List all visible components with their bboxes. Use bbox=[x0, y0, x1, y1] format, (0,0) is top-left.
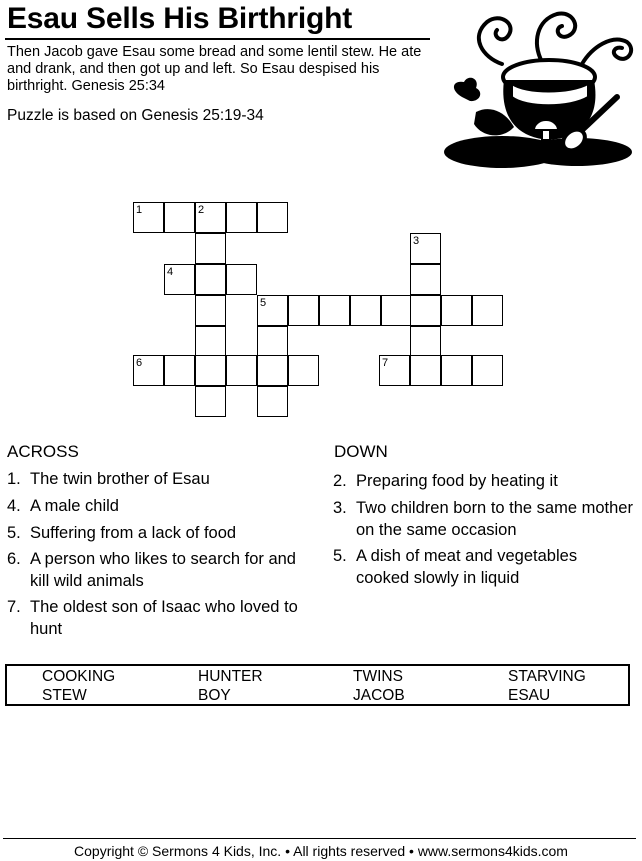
clue-number: 3 bbox=[413, 235, 420, 247]
word-bank-item: ESAU bbox=[508, 687, 551, 704]
crossword-cell[interactable] bbox=[350, 295, 381, 326]
clue-number: 5 bbox=[260, 297, 267, 309]
clue-number: 7 bbox=[382, 357, 389, 369]
crossword-cell[interactable] bbox=[257, 386, 288, 417]
puzzle-basis: Puzzle is based on Genesis 25:19-34 bbox=[7, 107, 264, 124]
down-clue: 3. Two children born to the same mother on the same occasion bbox=[333, 499, 633, 539]
crossword-cell[interactable] bbox=[410, 264, 441, 295]
crossword-cell[interactable] bbox=[226, 202, 257, 233]
crossword-cell[interactable] bbox=[133, 355, 164, 386]
crossword-cell[interactable] bbox=[472, 355, 503, 386]
title-underline bbox=[5, 38, 430, 40]
crossword-cell[interactable] bbox=[195, 386, 226, 417]
across-clue: 5. Suffering from a lack of food bbox=[7, 524, 237, 542]
across-clue: 6. A person who likes to search for and kill wild animals bbox=[7, 550, 296, 590]
crossword-cell[interactable] bbox=[441, 355, 472, 386]
crossword-cell[interactable] bbox=[164, 355, 195, 386]
crossword-cell[interactable] bbox=[195, 264, 226, 295]
crossword-cell[interactable] bbox=[164, 202, 195, 233]
crossword-cell[interactable] bbox=[410, 355, 441, 386]
crossword-cell[interactable] bbox=[195, 202, 226, 233]
crossword-cell[interactable] bbox=[472, 295, 503, 326]
crossword-cell[interactable] bbox=[257, 355, 288, 386]
crossword-cell[interactable] bbox=[195, 326, 226, 357]
crossword-cell[interactable] bbox=[379, 355, 410, 386]
word-bank-item: HUNTER bbox=[198, 668, 263, 685]
across-clue: 7. The oldest son of Isaac who loved to hunt bbox=[7, 598, 298, 638]
word-bank-item: COOKING bbox=[42, 668, 116, 685]
crossword-cell[interactable] bbox=[288, 355, 319, 386]
crossword-cell[interactable] bbox=[226, 264, 257, 295]
across-clue: 1. The twin brother of Esau bbox=[7, 470, 210, 488]
crossword-cell[interactable] bbox=[164, 264, 195, 295]
crossword-cell[interactable] bbox=[441, 295, 472, 326]
crossword-cell[interactable] bbox=[288, 295, 319, 326]
down-heading: DOWN bbox=[334, 442, 388, 461]
crossword-cell[interactable] bbox=[257, 295, 288, 326]
footer-divider bbox=[3, 838, 636, 839]
crossword-cell[interactable] bbox=[226, 355, 257, 386]
crossword-cell[interactable] bbox=[195, 295, 226, 326]
word-bank bbox=[5, 664, 630, 706]
crossword-cell[interactable] bbox=[410, 233, 441, 264]
crossword-cell[interactable] bbox=[257, 326, 288, 357]
crossword-cell[interactable] bbox=[410, 326, 441, 357]
clue-number: 2 bbox=[198, 204, 205, 216]
copyright-footer: Copyright © Sermons 4 Kids, Inc. • All rights reserved • www.sermons4kids.com bbox=[74, 843, 568, 859]
word-bank-item: TWINS bbox=[353, 668, 403, 685]
word-bank-item: BOY bbox=[198, 687, 231, 704]
clue-number: 4 bbox=[167, 266, 174, 278]
across-heading: ACROSS bbox=[7, 442, 79, 461]
crossword-cell[interactable] bbox=[133, 202, 164, 233]
scripture-intro: Then Jacob gave Esau some bread and some lentil stew. He ate and drank, and then got up and left. So Esau despised his birthright. Genesis 25:34 bbox=[7, 44, 422, 94]
word-bank-item: JACOB bbox=[353, 687, 405, 704]
crossword-cell[interactable] bbox=[195, 233, 226, 264]
crossword-cell[interactable] bbox=[257, 202, 288, 233]
steaming-stew-pot-icon bbox=[442, 2, 637, 172]
clue-number: 6 bbox=[136, 357, 143, 369]
word-bank-item: STARVING bbox=[508, 668, 586, 685]
page-title: Esau Sells His Birthright bbox=[7, 2, 353, 35]
clue-number: 1 bbox=[136, 204, 143, 216]
word-bank-item: STEW bbox=[42, 687, 87, 704]
across-clue: 4. A male child bbox=[7, 497, 119, 515]
crossword-cell[interactable] bbox=[319, 295, 350, 326]
crossword-cell[interactable] bbox=[410, 295, 441, 326]
down-clue: 5. A dish of meat and vegetables cooked slowly in liquid bbox=[333, 547, 578, 587]
down-clue: 2. Preparing food by heating it bbox=[333, 472, 558, 490]
crossword-cell[interactable] bbox=[381, 295, 412, 326]
crossword-cell[interactable] bbox=[195, 355, 226, 386]
